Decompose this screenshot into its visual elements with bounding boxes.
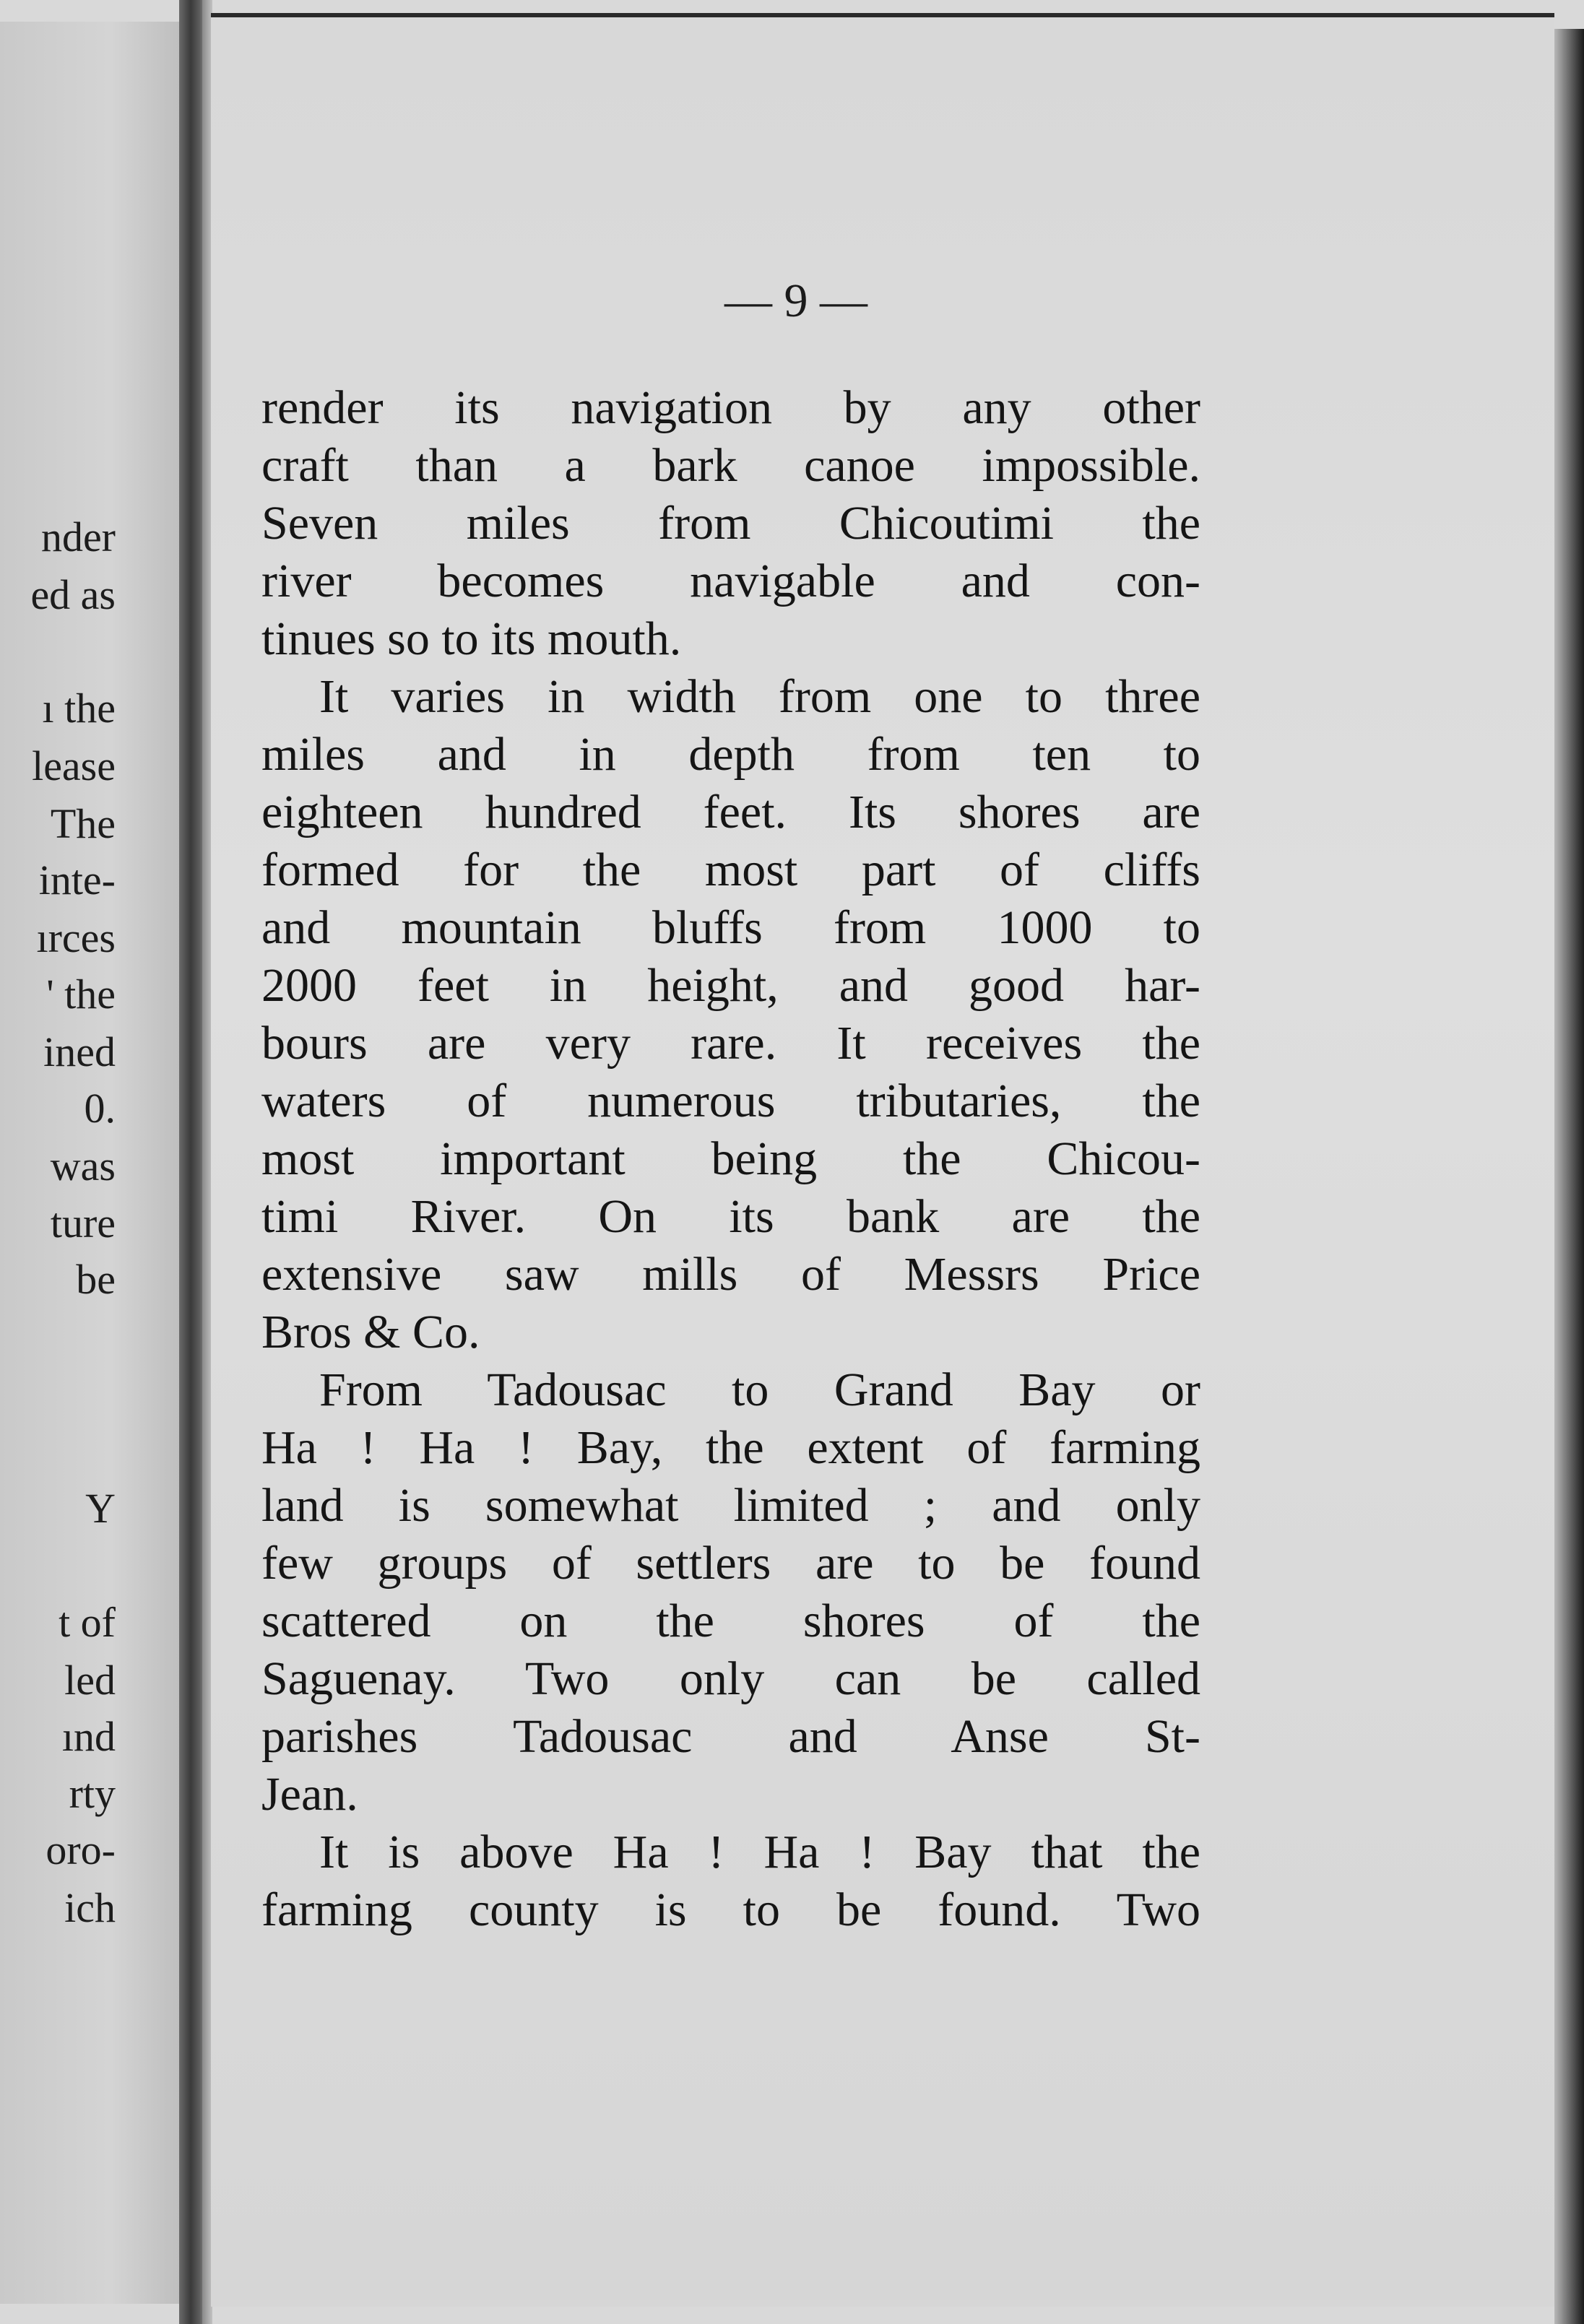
text-line: waters of numerous tributaries, the (261, 1075, 1200, 1127)
left-fragment: ed as (30, 571, 116, 618)
text-line: From Tadousac to Grand Bay or (319, 1363, 1200, 1416)
text-line: land is somewhat limited ; and only (261, 1479, 1200, 1532)
text-line: It varies in width from one to three (319, 670, 1200, 723)
text-line: Seven miles from Chicoutimi the (261, 497, 1200, 550)
text-line: 2000 feet in height, and good har- (261, 959, 1200, 1012)
paragraph (261, 379, 1200, 668)
text-line: Jean. (261, 1768, 358, 1821)
left-fragment: led (64, 1657, 116, 1704)
left-fragment: ture (50, 1200, 116, 1246)
left-fragment: be (76, 1256, 116, 1303)
left-fragment: inte- (38, 857, 116, 903)
left-fragment: The (50, 800, 116, 847)
text-line: miles and in depth from ten to (261, 728, 1200, 781)
left-fragment: 0. (84, 1085, 116, 1132)
left-page-text (0, 22, 184, 2304)
text-line: Saguenay. Two only can be called (261, 1652, 1200, 1705)
text-line: It is above Ha ! Ha ! Bay that the (319, 1826, 1200, 1878)
left-fragment: lease (32, 742, 116, 789)
paragraph (261, 1824, 1200, 1939)
left-fragment: ınd (61, 1713, 116, 1760)
text-line: river becomes navigable and con- (261, 555, 1200, 607)
paragraph (261, 668, 1200, 1361)
left-fragment: oro- (46, 1826, 116, 1873)
page-number: — 9 — (724, 274, 867, 327)
left-fragment: ined (43, 1028, 116, 1075)
left-fragment: ı the (42, 685, 116, 732)
left-fragment: nder (40, 513, 116, 560)
text-line: most important being the Chicou- (261, 1132, 1200, 1185)
text-line: Ha ! Ha ! Bay, the extent of farming (261, 1421, 1200, 1474)
text-line: extensive saw mills of Messrs Price (261, 1248, 1200, 1301)
text-line: few groups of settlers are to be found (261, 1537, 1200, 1590)
text-line: timi River. On its bank are the (261, 1190, 1200, 1243)
text-line: craft than a bark canoe impossible. (261, 439, 1200, 492)
text-line: render its navigation by any other (261, 381, 1200, 434)
left-fragment: rty (69, 1770, 116, 1817)
paragraph (261, 1361, 1200, 1824)
text-line: eighteen hundred feet. Its shores are (261, 786, 1200, 838)
left-facing-page (0, 22, 184, 2304)
text-line: Bros & Co. (261, 1306, 480, 1358)
text-line: parishes Tadousac and Anse St- (261, 1710, 1200, 1763)
left-fragment: ' the (46, 971, 116, 1018)
left-fragment: Y (85, 1485, 116, 1532)
left-fragment: t of (59, 1599, 116, 1646)
left-fragment: ırces (36, 914, 116, 961)
text-line: tinues so to its mouth. (261, 612, 682, 665)
left-fragment: was (50, 1143, 116, 1189)
left-fragment: ich (64, 1884, 116, 1931)
text-line: farming county is to be found. Two (261, 1883, 1200, 1936)
page-right-edge (1554, 29, 1584, 2324)
text-line: scattered on the shores of the (261, 1595, 1200, 1647)
text-line: bours are very rare. It receives the (261, 1017, 1200, 1070)
text-line: formed for the most part of cliffs (261, 844, 1200, 896)
body-text (261, 379, 1200, 1939)
text-line: and mountain bluffs from 1000 to (261, 901, 1200, 954)
